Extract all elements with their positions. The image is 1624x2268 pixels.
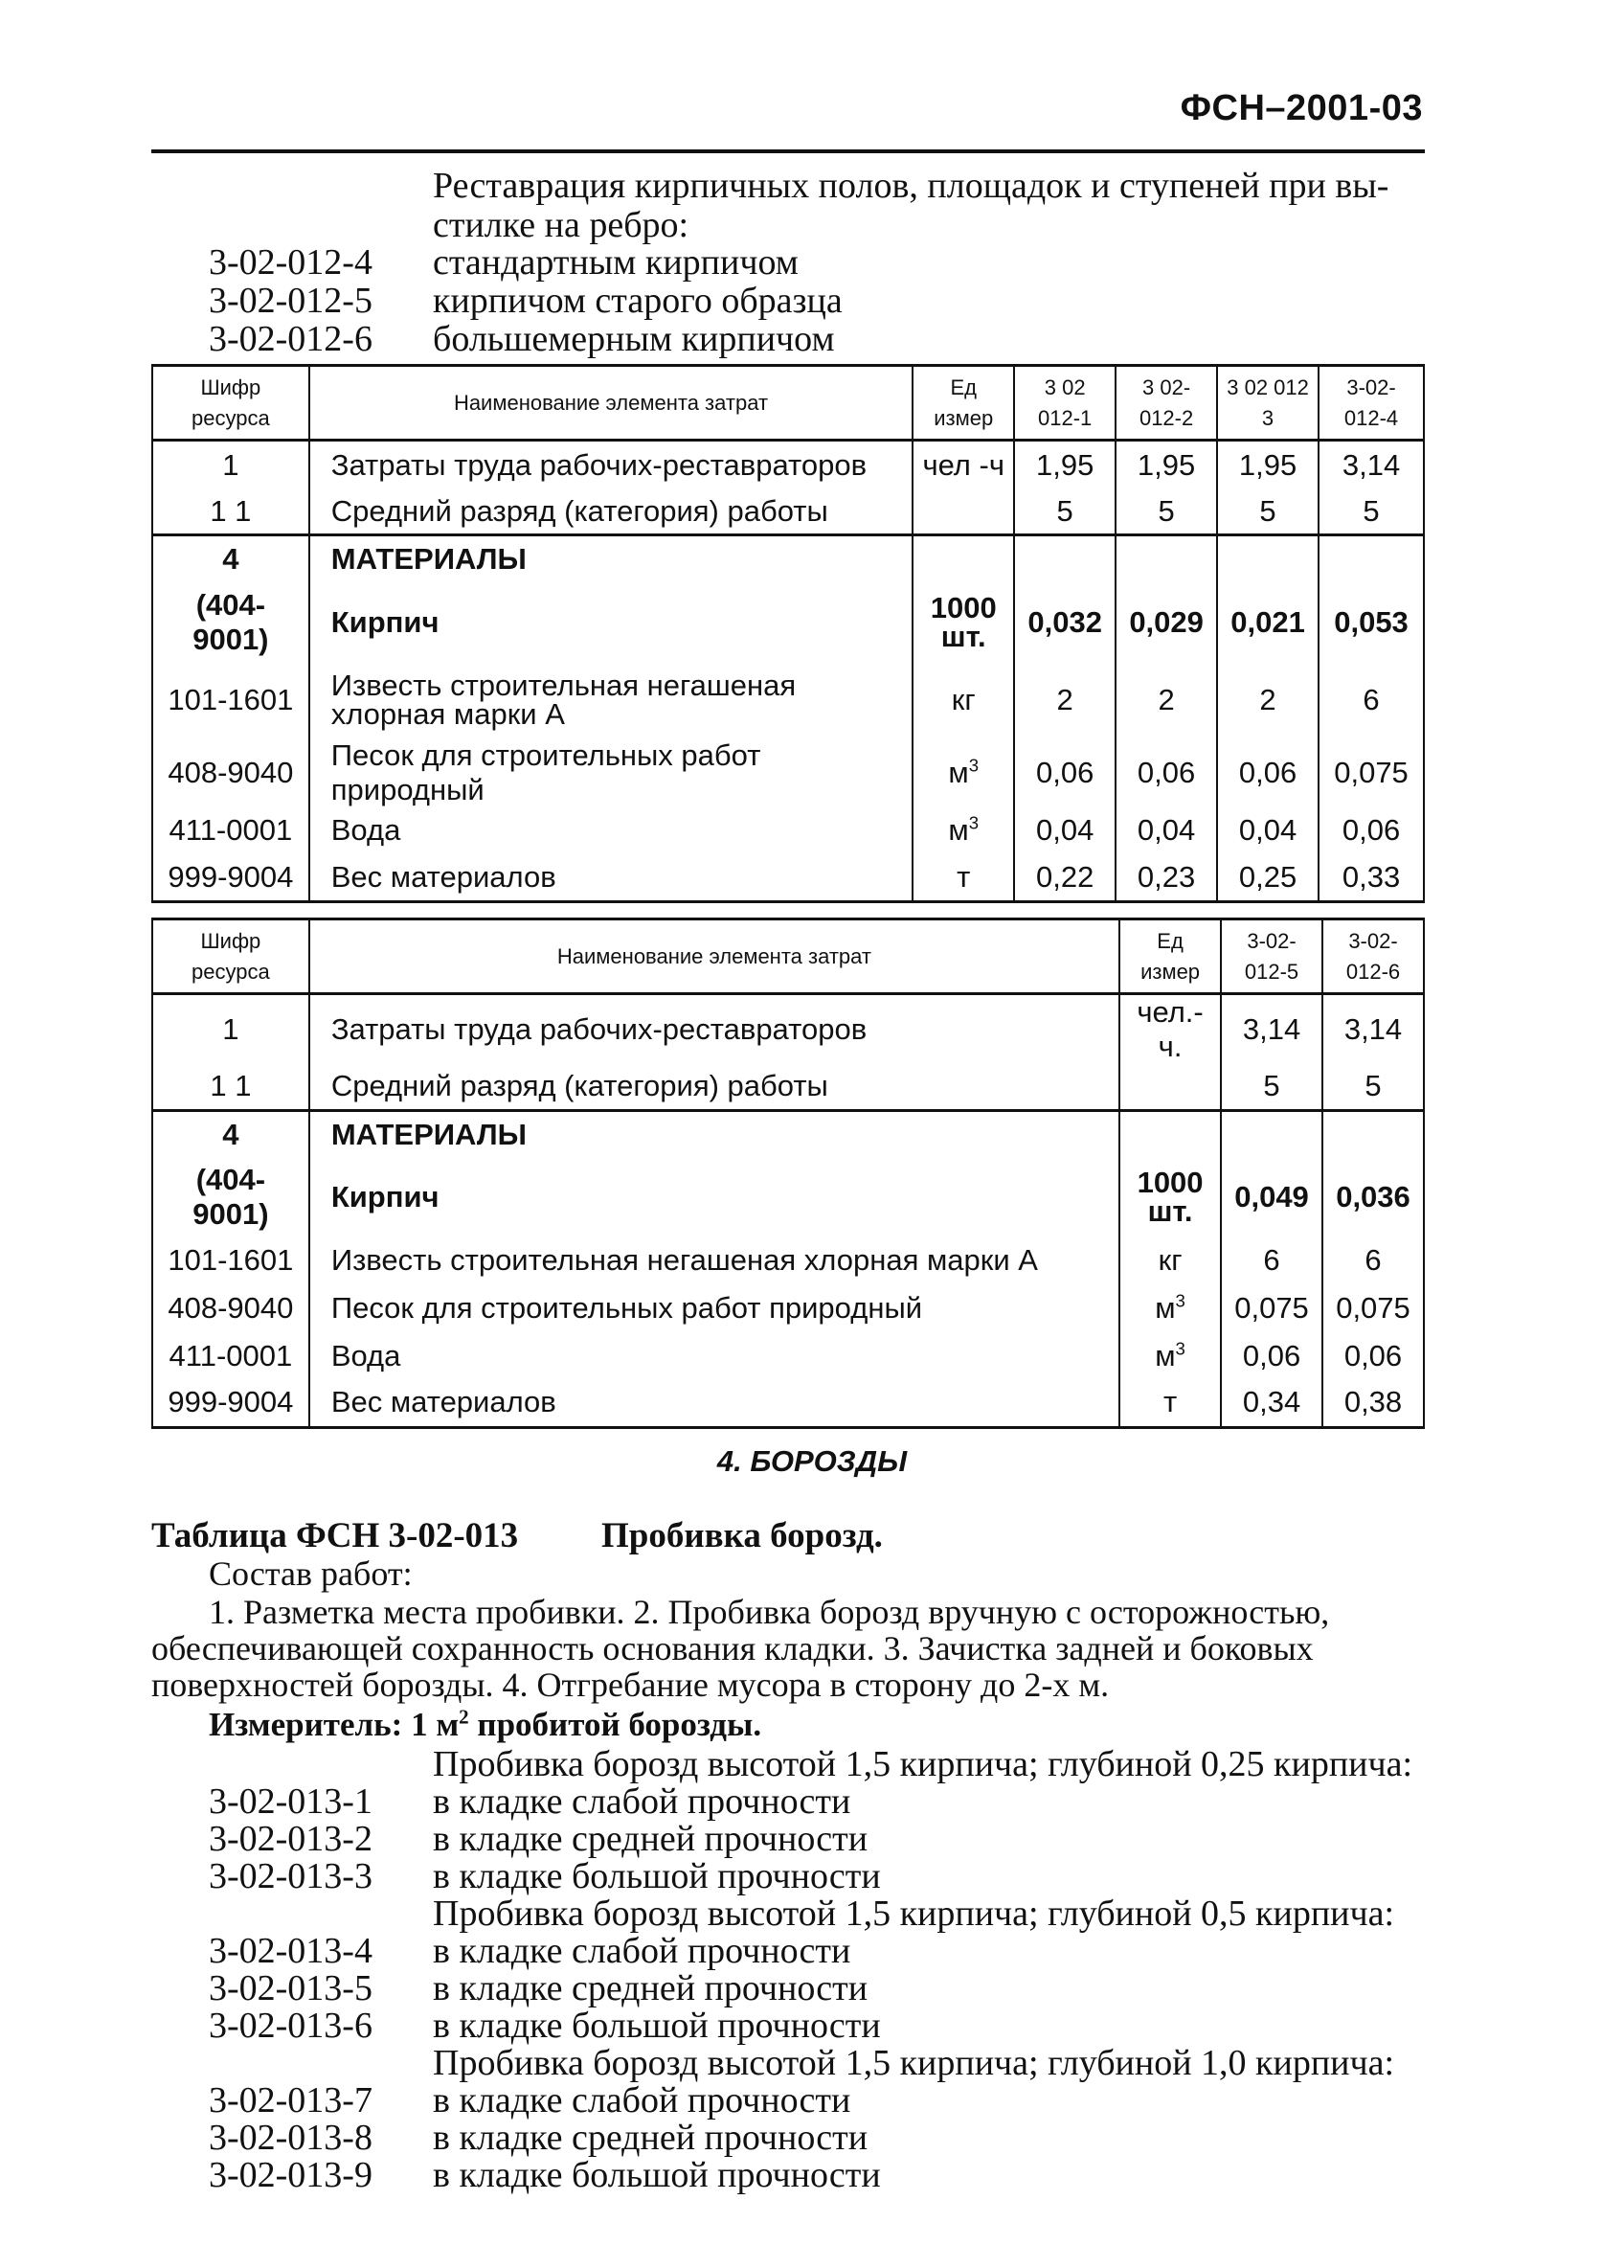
item-code: 3-02-013-5 bbox=[209, 1968, 372, 2008]
table-cell: кг bbox=[913, 662, 1014, 738]
header-cell: 3-02-012-5 bbox=[1221, 919, 1322, 994]
group-title: Пробивка борозд высотой 1,5 кирпича; глубиной 0,5 кирпича: bbox=[433, 1894, 1395, 1934]
table-cell bbox=[1319, 535, 1424, 583]
header-cell: Шифр ресурса bbox=[152, 366, 309, 441]
table-cell: 0,06 bbox=[1221, 1332, 1322, 1379]
table-cell bbox=[913, 738, 1014, 807]
table-cell: 0,33 bbox=[1319, 854, 1424, 902]
group-title: Пробивка борозд высотой 1,5 кирпича; глубиной 0,25 кирпича: bbox=[433, 1744, 1413, 1784]
composition-title: Состав работ: bbox=[209, 1554, 413, 1593]
table-cell: 0,075 bbox=[1322, 1284, 1424, 1332]
table-cell bbox=[1217, 535, 1319, 583]
table-label: Таблица ФСН 3-02-013 bbox=[151, 1516, 519, 1555]
table-row bbox=[152, 854, 1424, 902]
table-cell: 0,06 bbox=[1319, 807, 1424, 854]
table-cell: 0,021 bbox=[1217, 583, 1319, 662]
item-text: кирпичом старого образца bbox=[433, 281, 843, 321]
table-cell bbox=[1116, 535, 1217, 583]
table-cell: Кирпич bbox=[309, 583, 914, 662]
table-cell: (404-9001) bbox=[152, 1158, 309, 1236]
table-cell: 2 bbox=[1217, 662, 1319, 738]
table-cell: Затраты труда рабочих-реставраторов bbox=[309, 994, 1119, 1065]
table-cell: 6 bbox=[1319, 662, 1424, 738]
item-text: в кладке слабой прочности bbox=[433, 1931, 851, 1971]
measure-line bbox=[209, 1707, 1482, 1743]
table-cell: 0,029 bbox=[1116, 583, 1217, 662]
table-cell: 101-1601 bbox=[152, 662, 309, 738]
table-cell: 408-9040 bbox=[152, 738, 309, 807]
table-cell: Кирпич bbox=[309, 1158, 1119, 1236]
table-cell: 6 bbox=[1221, 1236, 1322, 1284]
table-cell: 0,34 bbox=[1221, 1379, 1322, 1427]
table-row bbox=[152, 1110, 1424, 1158]
table-cell bbox=[913, 490, 1014, 535]
table-header-row bbox=[152, 919, 1424, 994]
table-cell: 408-9040 bbox=[152, 1284, 309, 1332]
table-row bbox=[152, 1379, 1424, 1427]
table-cell: 1,95 bbox=[1014, 441, 1116, 490]
table-cell: 411-0001 bbox=[152, 1332, 309, 1379]
table-cell bbox=[1119, 1110, 1221, 1158]
table-cell bbox=[1119, 1064, 1221, 1110]
table-cell: 1000 шт. bbox=[1119, 1158, 1221, 1236]
table-cell: Вес материалов bbox=[309, 854, 914, 902]
table-row bbox=[152, 1284, 1424, 1332]
measure-sup: 2 bbox=[459, 1705, 469, 1729]
table-row bbox=[152, 583, 1424, 662]
table-cell: чел -ч bbox=[913, 441, 1014, 490]
table-cell: 4 bbox=[152, 1110, 309, 1158]
table-cell: 0,053 bbox=[1319, 583, 1424, 662]
table-cell bbox=[1014, 535, 1116, 583]
table-cell: 0,075 bbox=[1319, 738, 1424, 807]
table-cell: 0,049 bbox=[1221, 1158, 1322, 1236]
item-text: в кладке большой прочности bbox=[433, 2155, 881, 2195]
header-cell: Шифр ресурса bbox=[152, 919, 309, 994]
item-code: 3-02-013-4 bbox=[209, 1931, 372, 1971]
table-cell: Вода bbox=[309, 807, 914, 854]
table-cell bbox=[1221, 1110, 1322, 1158]
table-cell: Вес материалов bbox=[309, 1379, 1119, 1427]
item-code: 3-02-013-8 bbox=[209, 2118, 372, 2158]
table-cell: МАТЕРИАЛЫ bbox=[309, 535, 914, 583]
table-cell: 5 bbox=[1221, 1064, 1322, 1110]
item-code: 3-02-013-7 bbox=[209, 2080, 372, 2121]
table-row bbox=[152, 490, 1424, 535]
table-cell: Средний разряд (категория) работы bbox=[309, 1064, 1119, 1110]
item-code: 3-02-013-3 bbox=[209, 1856, 372, 1896]
resource-table-2 bbox=[151, 918, 1425, 1429]
table-cell: 1 bbox=[152, 441, 309, 490]
table-cell: 0,06 bbox=[1014, 738, 1116, 807]
item-text: в кладке средней прочности bbox=[433, 1819, 868, 1859]
unit-cubic-meter: $м^3$ bbox=[1155, 1290, 1185, 1325]
header-cell: 3 02 012-1 bbox=[1014, 366, 1116, 441]
table-cell: 0,04 bbox=[1014, 807, 1116, 854]
header-cell: 3 02-012-2 bbox=[1116, 366, 1217, 441]
item-code: 3-02-013-2 bbox=[209, 1819, 372, 1859]
header-cell: Наименование элемента затрат bbox=[309, 919, 1119, 994]
header-cell: 3 02 012 3 bbox=[1217, 366, 1319, 441]
table-cell: 0,38 bbox=[1322, 1379, 1424, 1427]
item-code: 3-02-012-4 bbox=[209, 242, 372, 283]
table-cell: 1 bbox=[152, 994, 309, 1065]
header-cell: 3-02-012-6 bbox=[1322, 919, 1424, 994]
table-cell: т bbox=[1119, 1379, 1221, 1427]
table-row bbox=[152, 994, 1424, 1065]
table-cell: 1 1 bbox=[152, 490, 309, 535]
table-cell: (404-9001) bbox=[152, 583, 309, 662]
table-cell: 0,032 bbox=[1014, 583, 1116, 662]
document-code: ФСН–2001-03 bbox=[1180, 88, 1423, 128]
table-row bbox=[152, 1332, 1424, 1379]
header-cell: Ед измер bbox=[913, 366, 1014, 441]
composition-text: 1. Разметка места пробивки. 2. Пробивка борозд вручную с осторожностью, обеспечивающей сохранность основания кладки. 3. Зачистка задней и боковых поверхностей борозды. 4. Отгребание мусора в сторону до 2-х м. bbox=[151, 1593, 1330, 1704]
resource-table-1 bbox=[151, 364, 1425, 903]
table-cell: МАТЕРИАЛЫ bbox=[309, 1110, 1119, 1158]
table-cell: 0,075 bbox=[1221, 1284, 1322, 1332]
table-cell: 5 bbox=[1319, 490, 1424, 535]
table-row bbox=[152, 1158, 1424, 1236]
table-row bbox=[152, 662, 1424, 738]
table-cell: Песок для строительных работ природный bbox=[309, 1284, 1119, 1332]
table-row bbox=[152, 1236, 1424, 1284]
table-cell bbox=[913, 535, 1014, 583]
item-text: стандартным кирпичом bbox=[433, 242, 799, 283]
table-cell: 0,23 bbox=[1116, 854, 1217, 902]
table-cell: 1000 шт. bbox=[913, 583, 1014, 662]
table-cell: кг bbox=[1119, 1236, 1221, 1284]
table-cell: 3,14 bbox=[1221, 994, 1322, 1065]
unit-cubic-meter: $м^3$ bbox=[948, 812, 980, 847]
header-rule bbox=[151, 149, 1425, 153]
table-row bbox=[152, 441, 1424, 490]
table-cell: 999-9004 bbox=[152, 1379, 309, 1427]
table-row bbox=[152, 1064, 1424, 1110]
table-cell: т bbox=[913, 854, 1014, 902]
table-cell: 0,25 bbox=[1217, 854, 1319, 902]
table-name: Пробивка борозд. bbox=[601, 1516, 883, 1555]
item-text: в кладке большой прочности bbox=[433, 1856, 881, 1896]
item-code: 3-02-012-6 bbox=[209, 319, 372, 359]
table-cell: 1 1 bbox=[152, 1064, 309, 1110]
table-cell bbox=[1322, 1110, 1424, 1158]
item-code: 3-02-012-5 bbox=[209, 281, 372, 321]
item-code: 3-02-013-9 bbox=[209, 2155, 372, 2195]
table-cell: 411-0001 bbox=[152, 807, 309, 854]
table-cell bbox=[1119, 1284, 1221, 1332]
table-cell: 5 bbox=[1322, 1064, 1424, 1110]
table-row bbox=[152, 738, 1424, 807]
item-text: в кладке большой прочности bbox=[433, 2006, 881, 2046]
item-text: в кладке слабой прочности bbox=[433, 1781, 851, 1822]
table-cell: чел.-ч. bbox=[1119, 994, 1221, 1065]
table-cell: 0,04 bbox=[1116, 807, 1217, 854]
table-cell: Вода bbox=[309, 1332, 1119, 1379]
table-cell: 0,06 bbox=[1322, 1332, 1424, 1379]
table-cell: 3,14 bbox=[1322, 994, 1424, 1065]
measure-tail: пробитой борозды. bbox=[468, 1706, 762, 1743]
table-cell: 1,95 bbox=[1217, 441, 1319, 490]
item-text: большемерным кирпичом bbox=[433, 319, 835, 359]
item-code: 3-02-013-1 bbox=[209, 1781, 372, 1822]
unit-cubic-meter: $м^3$ bbox=[1155, 1338, 1185, 1372]
table-cell: 2 bbox=[1116, 662, 1217, 738]
table-header-row bbox=[152, 366, 1424, 441]
measure-label: Измеритель: 1 м bbox=[209, 1706, 460, 1743]
table-cell: 0,036 bbox=[1322, 1158, 1424, 1236]
table-cell bbox=[913, 807, 1014, 854]
section-title-line-1: Реставрация кирпичных полов, площадок и ступеней при вы- bbox=[433, 166, 1389, 206]
table-cell: 6 bbox=[1322, 1236, 1424, 1284]
section-heading: 4. БОРОЗДЫ bbox=[716, 1444, 908, 1478]
table-cell: 4 bbox=[152, 535, 309, 583]
table-cell: Известь строительная негашеная хлорная марки А bbox=[309, 662, 914, 738]
item-code: 3-02-013-6 bbox=[209, 2006, 372, 2046]
item-text: в кладке слабой прочности bbox=[433, 2080, 851, 2121]
item-text: в кладке средней прочности bbox=[433, 1968, 868, 2008]
table-row bbox=[152, 535, 1424, 583]
table-cell: 5 bbox=[1217, 490, 1319, 535]
table-cell: Песок для строительных работ природный bbox=[309, 738, 914, 807]
header-cell: 3-02-012-4 bbox=[1319, 366, 1424, 441]
table-cell: 2 bbox=[1014, 662, 1116, 738]
header-cell: Ед измер bbox=[1119, 919, 1221, 994]
header-cell: Наименование элемента затрат bbox=[309, 366, 914, 441]
section-title-line-2: стилке на ребро: bbox=[433, 205, 689, 245]
group-title: Пробивка борозд высотой 1,5 кирпича; глубиной 1,0 кирпича: bbox=[433, 2043, 1395, 2083]
table-cell: 5 bbox=[1014, 490, 1116, 535]
table-cell: 0,06 bbox=[1116, 738, 1217, 807]
table-cell: Известь строительная негашеная хлорная марки А bbox=[309, 1236, 1119, 1284]
table-cell: 999-9004 bbox=[152, 854, 309, 902]
table-cell bbox=[1119, 1332, 1221, 1379]
table-cell: 0,22 bbox=[1014, 854, 1116, 902]
table-cell: 0,04 bbox=[1217, 807, 1319, 854]
table-cell: Затраты труда рабочих-реставраторов bbox=[309, 441, 914, 490]
table-row bbox=[152, 807, 1424, 854]
unit-cubic-meter: $м^3$ bbox=[948, 755, 980, 789]
table-cell: 1,95 bbox=[1116, 441, 1217, 490]
table-cell: 0,06 bbox=[1217, 738, 1319, 807]
table-cell: Средний разряд (категория) работы bbox=[309, 490, 914, 535]
table-cell: 5 bbox=[1116, 490, 1217, 535]
item-text: в кладке средней прочности bbox=[433, 2118, 868, 2158]
table-cell: 3,14 bbox=[1319, 441, 1424, 490]
table-cell: 101-1601 bbox=[152, 1236, 309, 1284]
